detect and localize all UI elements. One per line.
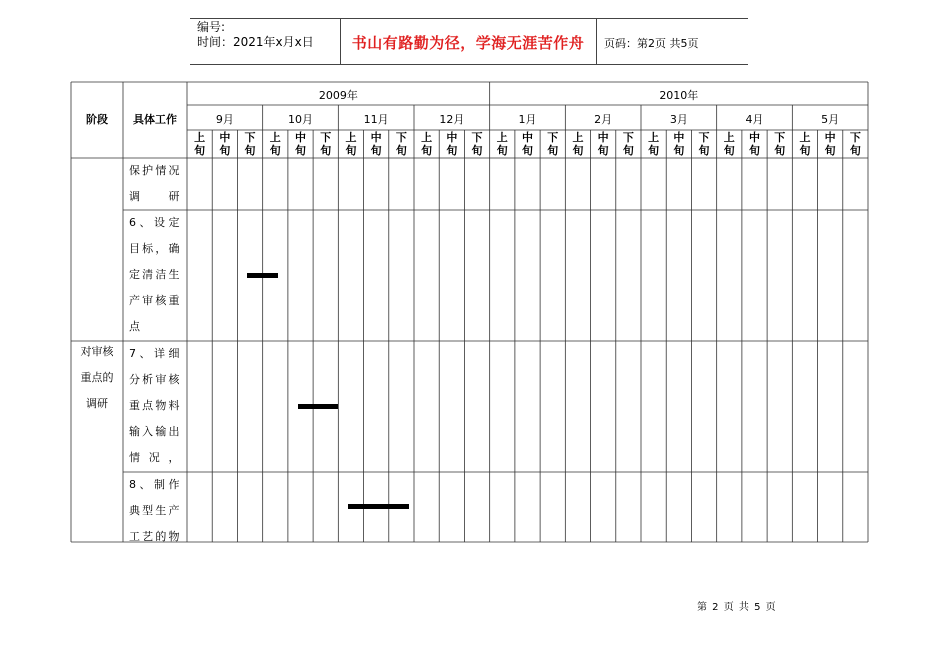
year-header: 2010年 — [659, 89, 699, 102]
period-header: 中旬 — [370, 131, 382, 157]
year-header: 2009年 — [318, 89, 358, 102]
period-header: 上旬 — [269, 131, 281, 157]
month-header: 2月 — [594, 113, 613, 126]
month-header: 3月 — [669, 113, 688, 126]
period-header: 上旬 — [421, 131, 433, 157]
stage-column-header: 阶段 — [86, 113, 108, 126]
period-header: 下旬 — [547, 131, 559, 157]
period-header: 上旬 — [799, 131, 811, 157]
document-number-label: 编号: — [197, 20, 226, 34]
period-header: 下旬 — [320, 131, 332, 157]
month-header: 11月 — [363, 113, 389, 126]
period-header: 上旬 — [496, 131, 508, 157]
period-header: 下旬 — [849, 131, 861, 157]
period-header: 上旬 — [194, 131, 206, 157]
period-header: 中旬 — [824, 131, 836, 157]
month-header: 5月 — [821, 113, 840, 126]
period-header: 中旬 — [294, 131, 306, 157]
month-header: 1月 — [518, 113, 537, 126]
period-header: 上旬 — [345, 131, 357, 157]
task-cell: 8、制作典型生产工艺的物 — [129, 478, 181, 543]
period-header: 中旬 — [597, 131, 609, 157]
gantt-bar — [298, 404, 338, 409]
page-footer: 第 2 页 共 5 页 — [697, 602, 777, 613]
period-header: 上旬 — [648, 131, 660, 157]
task-cell: 保护情况调研 — [129, 164, 181, 203]
period-header: 下旬 — [395, 131, 407, 157]
period-header: 下旬 — [774, 131, 786, 157]
month-header: 10月 — [287, 113, 313, 126]
period-header: 中旬 — [219, 131, 231, 157]
period-header: 下旬 — [471, 131, 483, 157]
period-header: 中旬 — [748, 131, 760, 157]
header-motto: 书山有路勤为径，学海无涯苦作舟 — [351, 34, 585, 52]
period-header: 中旬 — [446, 131, 458, 157]
task-cell: 6、设定目标，确定清洁生产审核重点 — [129, 216, 181, 333]
month-header: 9月 — [215, 113, 234, 126]
period-header: 下旬 — [622, 131, 634, 157]
month-header: 12月 — [439, 113, 465, 126]
header-page-label: 页码：第2页 共5页 — [604, 37, 699, 50]
task-column-header: 具体工作 — [133, 113, 177, 126]
period-header: 中旬 — [521, 131, 533, 157]
task-cell: 7、详细分析审核重点物料输入输出情况， — [129, 347, 181, 464]
document-date-label: 时间：2021年x月x日 — [197, 35, 314, 49]
gantt-bar — [247, 273, 277, 278]
stage-cell: 对审核重点的调研 — [80, 345, 114, 410]
period-header: 下旬 — [244, 131, 256, 157]
month-header: 4月 — [745, 113, 764, 126]
period-header: 上旬 — [572, 131, 584, 157]
period-header: 下旬 — [698, 131, 710, 157]
gantt-bar — [348, 504, 409, 509]
period-header: 中旬 — [673, 131, 685, 157]
period-header: 上旬 — [723, 131, 735, 157]
